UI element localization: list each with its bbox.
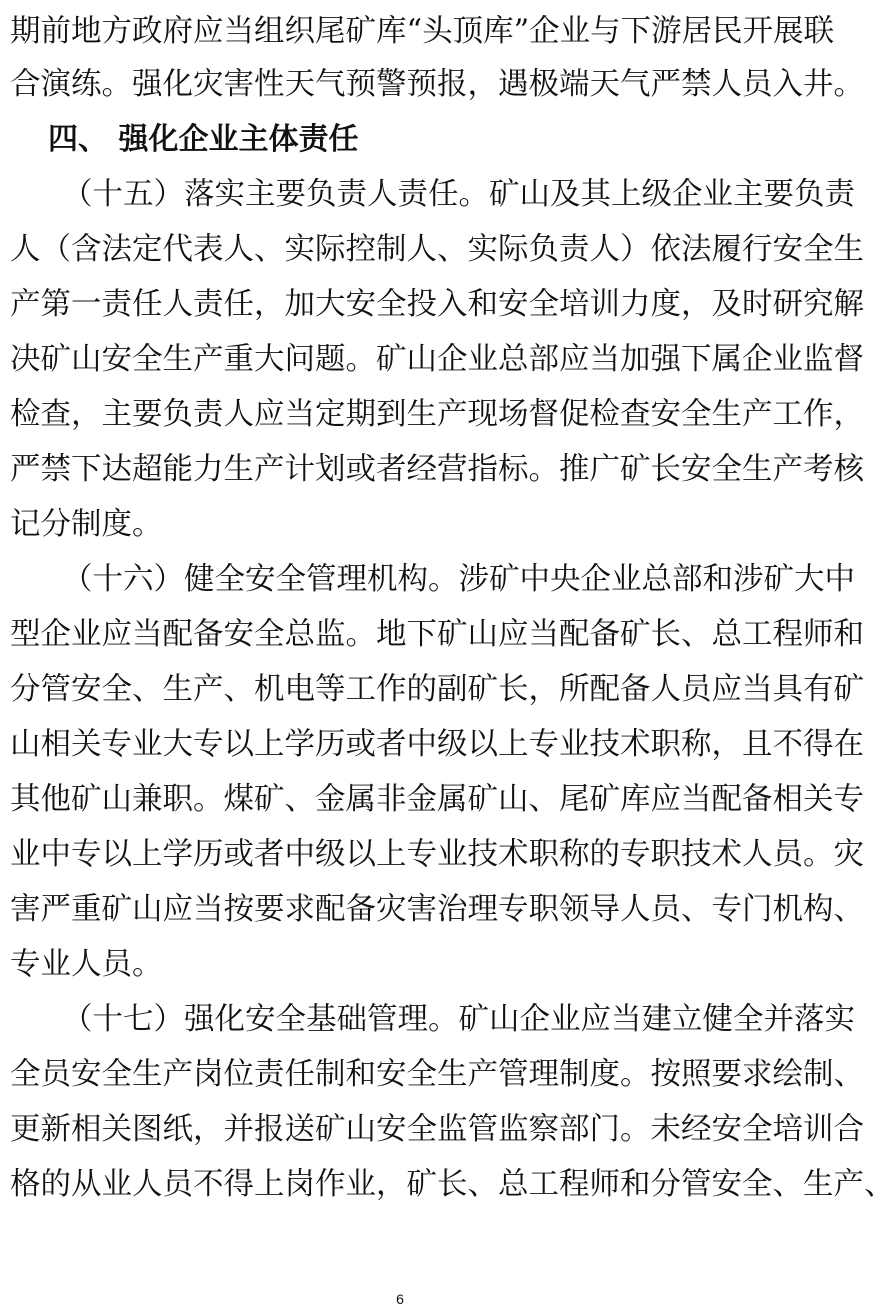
text-line: 期前地方政府应当组织尾矿库“头顶库”企业与下游居民开展联 <box>10 14 835 49</box>
text-line: 格的从业人员不得上岗作业，矿长、总工程师和分管安全、生产、 <box>10 1167 895 1202</box>
text-line: 全员安全生产岗位责任制和安全生产管理制度。按照要求绘制、 <box>10 1057 864 1092</box>
text-line: 其他矿山兼职。煤矿、金属非金属矿山、尾矿库应当配备相关专 <box>10 782 864 817</box>
text-line: 产第一责任人责任，加大安全投入和安全培训力度，及时研究解 <box>10 287 864 322</box>
text-line: 专业人员。 <box>10 947 163 982</box>
text-line: （十七）强化安全基础管理。矿山企业应当建立健全并落实 <box>62 1002 855 1037</box>
text-line: 严禁下达超能力生产计划或者经营指标。推广矿长安全生产考核 <box>10 452 864 487</box>
text-line: 人（含法定代表人、实际控制人、实际负责人）依法履行安全生 <box>10 232 864 267</box>
text-line: 记分制度。 <box>10 507 163 542</box>
text-line: 决矿山安全生产重大问题。矿山企业总部应当加强下属企业监督 <box>10 342 864 377</box>
section-heading: 四、 强化企业主体责任 <box>48 122 359 157</box>
page-number: 6 <box>396 1291 404 1307</box>
text-line: 更新相关图纸，并报送矿山安全监管监察部门。未经安全培训合 <box>10 1112 864 1147</box>
text-line: 害严重矿山应当按要求配备灾害治理专职领导人员、专门机构、 <box>10 892 864 927</box>
text-line: （十六）健全安全管理机构。涉矿中央企业总部和涉矿大中 <box>62 562 855 597</box>
text-line: 业中专以上学历或者中级以上专业技术职称的专职技术人员。灾 <box>10 837 864 872</box>
text-line: 型企业应当配备安全总监。地下矿山应当配备矿长、总工程师和 <box>10 617 864 652</box>
text-line: 分管安全、生产、机电等工作的副矿长，所配备人员应当具有矿 <box>10 672 864 707</box>
text-line: 山相关专业大专以上学历或者中级以上专业技术职称，且不得在 <box>10 727 864 762</box>
text-line: （十五）落实主要负责人责任。矿山及其上级企业主要负责 <box>62 177 855 212</box>
text-line: 检查，主要负责人应当定期到生产现场督促检查安全生产工作， <box>10 397 864 432</box>
text-line: 合演练。强化灾害性天气预警预报，遇极端天气严禁人员入井。 <box>10 67 864 102</box>
